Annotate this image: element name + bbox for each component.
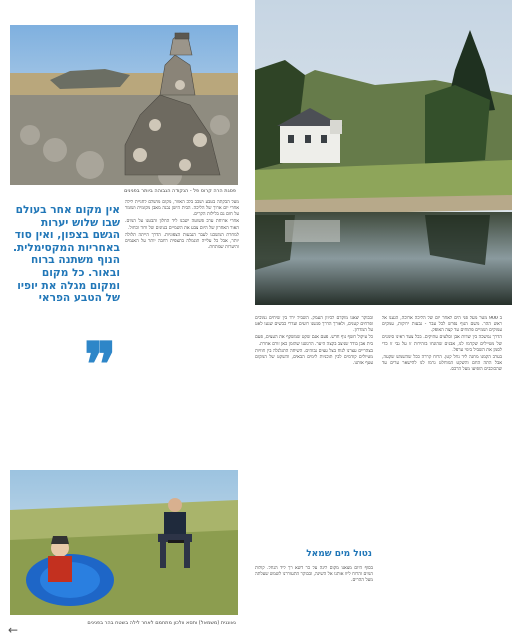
paragraph: ב 900 מטר מעל פני הים לאחר יום של הליכה ארוכה, הגענו אל ראש ההר. משם הנוף נפרש לכל עבר - גבעות ירוקות, עמקים עמוקים ושמיים פתוחים עד קצה האופק. [382,316,502,334]
cairn-photo [10,25,238,185]
paragraph: אחרי ארוחת ערב פשוטה ישבנו ליד החלון והבטנו על המים. האור האחרון של היום צבע את השמיים בגוונים של ורוד וכחול. [125,219,239,231]
pull-quote: אין מקום אחר בעולם שבו שלוש יערות הגשם בצפון, ואין סוד באחריות המקסימלית. הנוף משתנה ברוח ובאור. כל מקום ומקום מגלה את יופיו של הטבע הפראי [12,204,120,305]
paragraph: בסוף היום מצאנו מקום לינה על כר דשא רך ליד הנחל. קולות המים והרוח ליוו אותנו אל השינה, ובבוקר התעוררנו לשמש שעלתה מעל ההרים. [255,566,373,584]
paragraph: בצהריים עצרנו לנוח בצל עצים גבוהים. השיחה התגלגלה בין חוויות מטיולים קודמים לבין תוכניות לימים הבאים, והשקט של המקום עטף אותנו. [255,348,373,367]
cairn-caption: פסגת הרה קרוס פל - הנקודה הגבוהה ביותר בפנינים [124,188,236,194]
campers-caption: גאוננית (משמאל) ותסא וולכון מתחמם לאחר לילה בשטח בהר בפנינים [87,620,236,626]
paragraph: הדרך נמשכה בין שדות אבן וסלעים עתיקים. בכל צעד ראינו סימנים של מטיילים שקדמו לנו, אבנים שהונחו בזהירות זו על גבי זו כדי לסמן את השביל בימי ערפל. [382,335,502,353]
lake-house-photo [255,0,512,305]
article-column-under-subhead [255,566,373,630]
article-column-right [382,316,502,631]
paragraph: כל עיקול חשף נוף חדש. פעם אגם שקט שמשקף את העצים, פעם בית אבן בודד שניצב בקצה היער. הרגשנו שהזמן כאן זורם אחרת. [255,335,373,347]
campers-photo [10,470,238,615]
left-arrow-icon[interactable]: ← [8,623,19,637]
paragraph: בערב הקמנו מחנה ליד נחל קטן. הרוח קררה ככל שהשמש שקעה, אבל התה החם והשקט המוחלט גרמו לנו להישאר ערים עד שהכוכבים הופיעו מעל הרכס. [382,354,502,373]
section-subhead: נטול מים שמאל [306,549,372,559]
paragraph: למחרת המשכנו לעבר הגבעות הצפוניות. הדרך הייתה תלולה יותר, אבל כל עלייה תוגמלה בתצפית רחבה יותר על האגמים והיערות שמתחת. [125,232,239,251]
quote-mark-icon: ❞ [84,330,117,400]
article-column-middle [255,316,373,538]
paragraph: ובבוקר יצאנו מוקדם לכיוון העמק. השביל ירד בין שיחים נמוכים ופרחים קטנים, ולאורך הדרך פגשנו רועים ועדרי כבשים שנעו לאט על המדרון. [255,316,373,334]
article-column-center-top [125,200,239,464]
paragraph: מעל הבקתה בטבע ושכב בלב האזור, מקום מושלם לחניית לילה אחרי יום ארוך של הליכה. הבית הישן נבנה מאבן מקומית ושומר על חום גם בלילות הקרים. [125,200,239,218]
